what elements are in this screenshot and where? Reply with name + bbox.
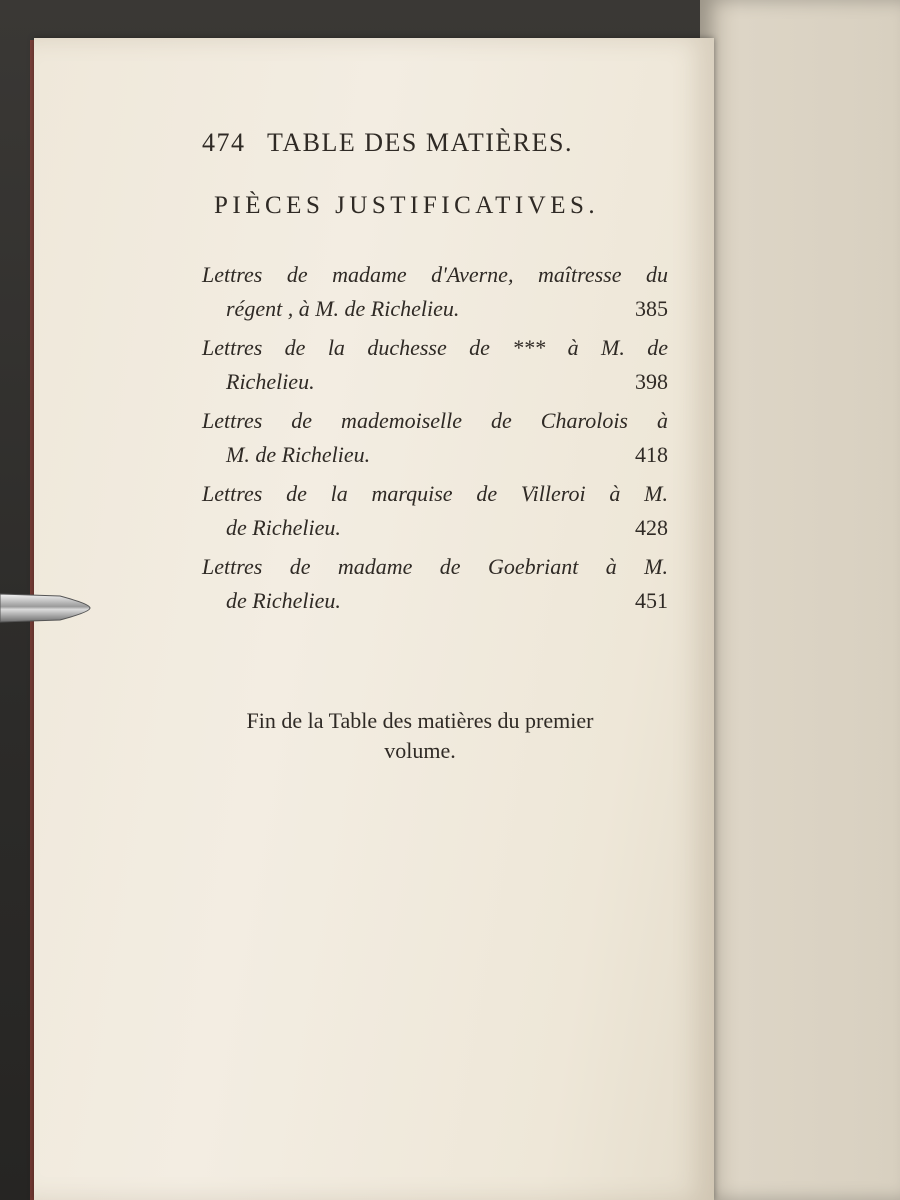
closing-line-2: volume. [384,738,456,763]
closing-note [190,706,650,766]
toc-entry [202,477,668,545]
entry-title-line: Lettres de mademoiselle de Charolois à [202,408,668,433]
closing-line-1: Fin de la Table des matières du premier [246,708,594,733]
entry-title-continuation: M. de Richelieu. [226,442,371,467]
entry-title-line: Lettres de la marquise de Villeroi à M. [202,481,668,506]
silver-bookmark-tip [0,590,92,626]
entry-title-line: Lettres de la duchesse de *** à M. de [202,335,668,360]
table-of-contents [202,258,668,623]
entry-page-number: 428 [635,515,668,540]
entry-title-line: Lettres de madame de Goebriant à M. [202,554,668,579]
page-number: 474 [202,128,246,157]
running-header [202,128,632,158]
header-title: TABLE DES MATIÈRES. [267,128,573,157]
entry-page-number: 451 [635,588,668,613]
entry-page-number: 398 [635,369,668,394]
entry-title-continuation: de Richelieu. [226,515,341,540]
entry-title-continuation: Richelieu. [226,369,315,394]
entry-title-line: Lettres de madame d'Averne, maîtresse du [202,262,668,287]
toc-entry [202,404,668,472]
toc-entry [202,258,668,326]
entry-page-number: 385 [635,296,668,321]
facing-page [700,0,900,1200]
section-title: PIÈCES JUSTIFICATIVES. [214,192,600,219]
toc-entry [202,331,668,399]
toc-entry [202,550,668,618]
entry-title-continuation: régent , à M. de Richelieu. [226,296,460,321]
entry-title-continuation: de Richelieu. [226,588,341,613]
entry-page-number: 418 [635,442,668,467]
